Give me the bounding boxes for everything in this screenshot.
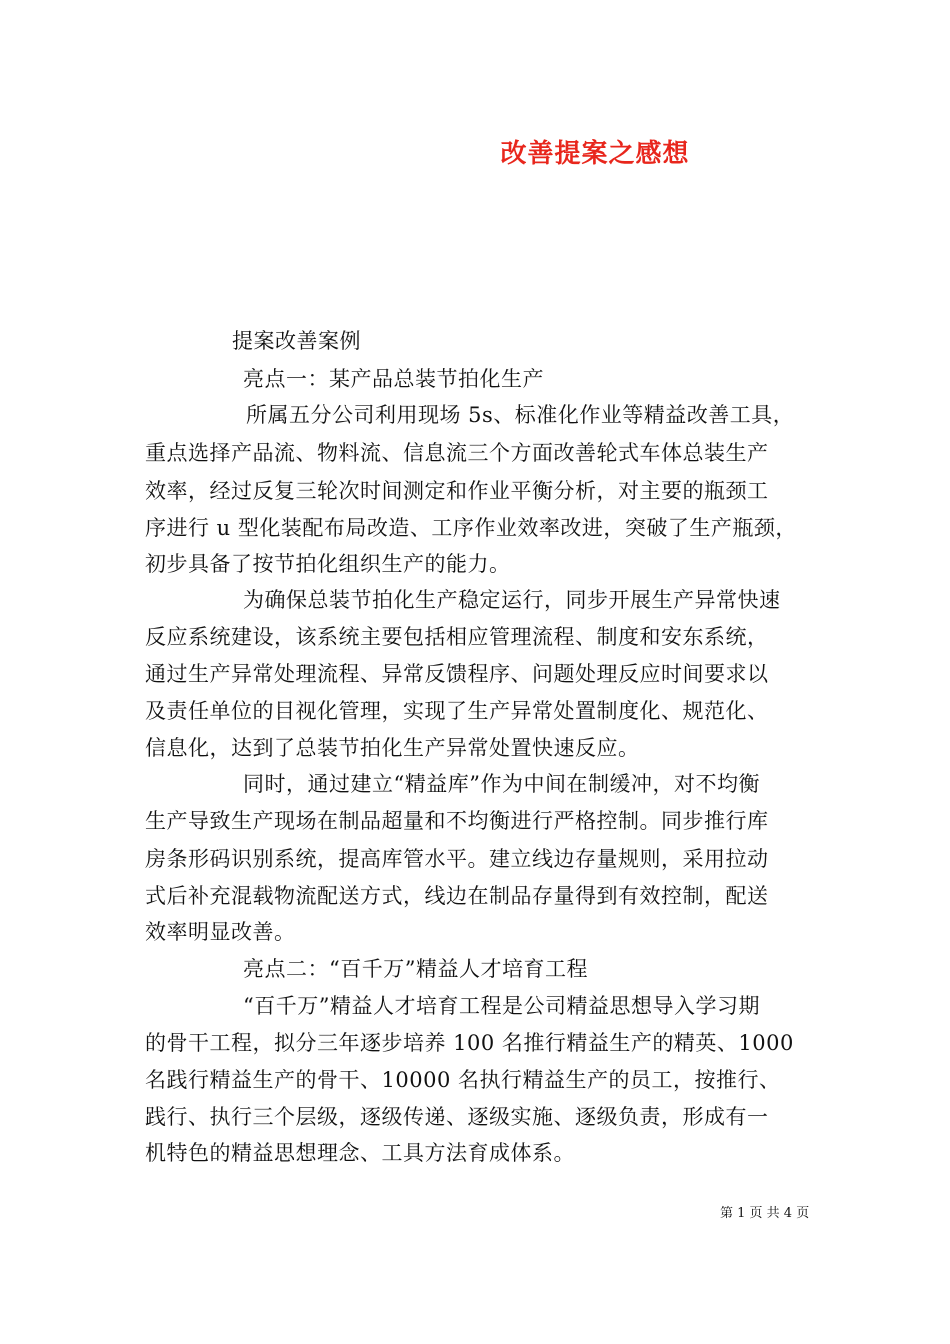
highlight-2-title: 亮点二：“百千万”精益人才培育工程	[243, 957, 588, 981]
para4-line: 名践行精益生产的骨干、10000 名执行精益生产的员工，按推行、	[145, 1068, 781, 1092]
page-number: 第 1 页 共 4 页	[720, 1206, 810, 1221]
para3-line: 房条形码识别系统，提高库管水平。建立线边存量规则，采用拉动	[145, 847, 769, 871]
para2-line: 信息化，达到了总装节拍化生产异常处置快速反应。	[145, 736, 640, 760]
para2-line: 通过生产异常处理流程、异常反馈程序、问题处理反应时间要求以	[145, 662, 769, 686]
para2-line: 及责任单位的目视化管理，实现了生产异常处置制度化、规范化、	[145, 699, 769, 723]
para3-line: 生产导致生产现场在制品超量和不均衡进行严格控制。同步推行库	[145, 809, 769, 833]
para3-line: 式后补充混载物流配送方式，线边在制品存量得到有效控制，配送	[145, 884, 769, 908]
para4-line: 机特色的精益思想理念、工具方法育成体系。	[145, 1141, 575, 1165]
para1-line: 初步具备了按节拍化组织生产的能力。	[145, 552, 511, 576]
para1-line: 效率，经过反复三轮次时间测定和作业平衡分析，对主要的瓶颈工	[145, 479, 769, 503]
para1-line: 重点选择产品流、物料流、信息流三个方面改善轮式车体总装生产	[145, 441, 769, 465]
highlight-1-title: 亮点一：某产品总装节拍化生产	[243, 367, 544, 391]
para4-line: “百千万”精益人才培育工程是公司精益思想导入学习期	[243, 994, 760, 1018]
para2-line: 反应系统建设，该系统主要包括相应管理流程、制度和安东系统，	[145, 625, 769, 649]
para3-line: 效率明显改善。	[145, 920, 296, 944]
para4-line: 践行、执行三个层级，逐级传递、逐级实施、逐级负责，形成有一	[145, 1105, 769, 1129]
section-heading: 提案改善案例	[232, 329, 361, 353]
document-title: 改善提案之感想	[500, 139, 690, 169]
para1-line: 序进行 u 型化装配布局改造、工序作业效率改进，突破了生产瓶颈，	[145, 516, 797, 540]
para3-line: 同时，通过建立“精益库”作为中间在制缓冲，对不均衡	[243, 772, 760, 796]
para4-line: 的骨干工程，拟分三年逐步培养 100 名推行精益生产的精英、1000	[145, 1031, 794, 1055]
para2-line: 为确保总装节拍化生产稳定运行，同步开展生产异常快速	[243, 588, 781, 612]
para1-line: 所属五分公司利用现场 5s、标准化作业等精益改善工具，	[246, 403, 795, 427]
